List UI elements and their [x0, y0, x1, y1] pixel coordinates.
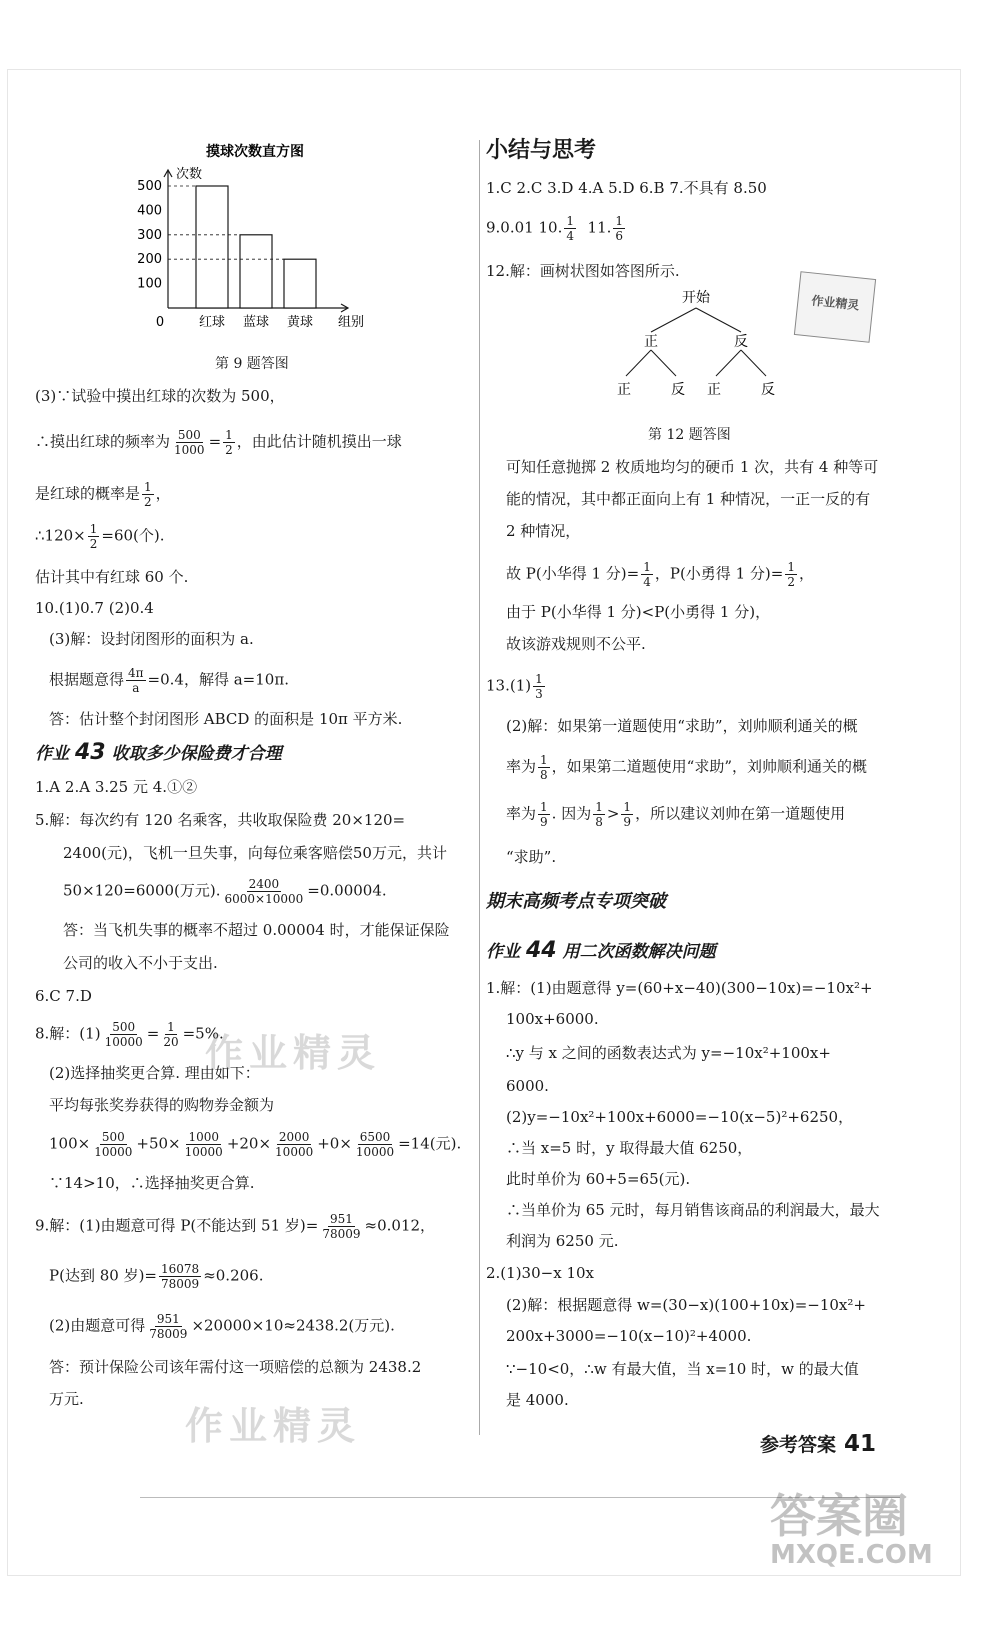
- answer-line: 答：当飞机失事的概率不超过 0.00004 时，才能保证保险: [63, 921, 450, 939]
- answer-line: 率为 $\frac{1}{8}$ ，如果第二道题使用“求助”，刘帅顺利通关的概: [506, 753, 867, 782]
- answer-line: 6000.: [506, 1077, 549, 1095]
- chart-title: 摸球次数直方图: [206, 144, 304, 160]
- histogram-chart: [130, 140, 390, 340]
- answer-line: (2)解：根据题意得 w=(30−x)(100+10x)=−10x²+: [506, 1296, 866, 1314]
- watermark: 作业精灵: [185, 1404, 362, 1448]
- answer-line: “求助”.: [506, 848, 557, 866]
- site-watermark: 答案圈 MXQE.COM: [770, 1489, 933, 1570]
- answer-line: 可知任意抛掷 2 枚质地均匀的硬币 1 次，共有 4 种等可: [506, 458, 879, 476]
- section-title-final: 期末高频考点专项突破: [486, 891, 666, 912]
- page-number: 41: [844, 1431, 877, 1457]
- answer-line: (2)y=−10x²+100x+6000=−10(x−5)²+6250，: [506, 1108, 854, 1126]
- tree-leaf: 正: [617, 382, 631, 398]
- answer-line: ∵14>10，∴选择抽奖更合算.: [49, 1174, 255, 1192]
- column-divider: [479, 140, 480, 1435]
- answer-line: (3)解：设封闭图形的面积为 a.: [49, 630, 254, 648]
- answer-line: 平均每张奖券获得的购物券金额为: [49, 1096, 275, 1114]
- answer-line: 由于 P(小华得 1 分)<P(小勇得 1 分)，: [506, 603, 771, 621]
- answer-line: ∴摸出红球的频率为 $\frac{500}{1000}$ = $\frac{1}{2}$ ，由此估计随机摸出一球: [35, 428, 402, 457]
- category-label: 红球: [198, 315, 226, 330]
- homework-44-heading: 作业 44 用二次函数解决问题: [486, 938, 716, 963]
- answer-line: 根据题意得 $\frac{4\pi}{a}$ =0.4，解得 a=10π.: [49, 666, 289, 695]
- watermark: 作业精灵: [205, 1031, 382, 1075]
- tree-diagram: [606, 288, 786, 408]
- answer-line: 100x+6000.: [506, 1010, 599, 1028]
- homework-43-heading: 作业 43 收取多少保险费才合理: [35, 740, 282, 765]
- origin-label: 0: [155, 315, 165, 330]
- tree-leaf: 反: [671, 382, 685, 398]
- answer-line: 答：估计整个封闭图形 ABCD 的面积是 10π 平方米.: [49, 710, 403, 728]
- answer-line: 5.解：每次约有 120 名乘客，共收取保险费 20×120=: [35, 811, 406, 829]
- answer-line: 1.A 2.A 3.25 元 4.①②: [35, 778, 198, 796]
- tree-leaf: 反: [761, 382, 775, 398]
- answer-line: 12.解：画树状图如答图所示.: [486, 262, 680, 280]
- answer-line: 100× $\frac{500}{10000}$ +50× $\frac{1000}{10000}$ +20× $\frac{2000}{10000}$ +0× $\frac{6500}{10000}$ =14(元).: [49, 1130, 462, 1159]
- answer-line: (2)解：如果第一道题使用“求助”，刘帅顺利通关的概: [506, 717, 858, 735]
- answer-line: (3)∵试验中摸出红球的次数为 500，: [35, 387, 285, 405]
- answer-line: 率为 $\frac{1}{9}$ . 因为 $\frac{1}{8}$ > $\frac{1}{9}$ ，所以建议刘帅在第一道题使用: [506, 800, 846, 829]
- page-footer: [760, 1430, 876, 1457]
- section-title-summary: 小结与思考: [486, 138, 597, 163]
- answer-line: 9.0.01 10. $\frac{1}{4}$ 11. $\frac{1}{6}$: [486, 214, 624, 243]
- answer-line: 故 P(小华得 1 分)= $\frac{1}{4}$ ，P(小勇得 1 分)= $\frac{1}{2}$ ，: [506, 560, 814, 589]
- histogram-bar: [196, 186, 228, 308]
- y-axis-label: 次数: [176, 167, 203, 182]
- homework-stamp: 作业精灵: [794, 271, 876, 343]
- answer-line: ∴120× $\frac{1}{2}$ =60(个).: [35, 522, 165, 551]
- answer-line: 是红球的概率是 $\frac{1}{2}$ ，: [35, 480, 171, 509]
- answer-line: 万元.: [49, 1390, 84, 1408]
- answer-line: 1.解：(1)由题意得 y=(60+x−40)(300−10x)=−10x²+: [486, 979, 873, 997]
- answer-line: 2400(元)，飞机一旦失事，向每位乘客赔偿50万元，共计: [63, 844, 447, 862]
- answer-line: 50×120=6000(万元). $\frac{2400}{6000\times 10000}$ =0.00004.: [63, 877, 387, 906]
- answer-line: ∴当 x=5 时，y 取得最大值 6250，: [506, 1139, 753, 1157]
- y-tick-label: 500: [137, 179, 162, 194]
- answer-line: 能的情况，其中都正面向上有 1 种情况，一正一反的有: [506, 490, 871, 508]
- histogram-bar: [240, 235, 272, 308]
- category-label: 蓝球: [242, 315, 270, 330]
- tree-node: 反: [734, 334, 748, 350]
- answer-line: ∴当单价为 65 元时，每月销售该商品的利润最大，最大: [506, 1201, 880, 1219]
- tree-root: 开始: [682, 290, 710, 306]
- answer-line: (2)由题意可得 $\frac{951}{78009}$ ×20000×10≈2438.2(万元).: [49, 1312, 395, 1341]
- answer-line: 公司的收入不小于支出.: [63, 954, 218, 972]
- answer-line: 估计其中有红球 60 个.: [35, 568, 189, 586]
- y-tick-label: 300: [137, 227, 162, 243]
- footer-label: 参考答案: [760, 1434, 837, 1456]
- answer-line: 9.解：(1)由题意可得 P(不能达到 51 岁)= $\frac{951}{78009}$ ≈0.012，: [35, 1212, 436, 1241]
- tree-node: 正: [644, 334, 658, 350]
- answer-line: 1.C 2.C 3.D 4.A 5.D 6.B 7.不具有 8.50: [486, 179, 767, 197]
- answer-line: 答：预计保险公司该年需付这一项赔偿的总额为 2438.2: [49, 1358, 422, 1376]
- answer-line: 2.(1)30−x 10x: [486, 1264, 594, 1282]
- tree-leaf: 正: [707, 382, 721, 398]
- answer-line: 8.解：(1) $\frac{500}{10000}$ = $\frac{1}{20}$ =5%.: [35, 1020, 224, 1049]
- answer-line: 13.(1) $\frac{1}{3}$: [486, 672, 543, 701]
- answer-line: 6.C 7.D: [35, 987, 92, 1005]
- answer-line: 此时单价为 60+5=65(元).: [506, 1170, 691, 1188]
- answer-line: 2 种情况，: [506, 522, 581, 540]
- answer-line: 200x+3000=−10(x−10)²+4000.: [506, 1327, 752, 1345]
- answer-line: 是 4000.: [506, 1391, 569, 1409]
- y-tick-label: 200: [137, 252, 162, 268]
- answer-line: 10.(1)0.7 (2)0.4: [35, 599, 154, 617]
- answer-line: P(达到 80 岁)= $\frac{16078}{78009}$ ≈0.206.: [49, 1262, 264, 1291]
- category-label: 黄球: [286, 315, 314, 330]
- histogram-bar: [284, 259, 316, 308]
- answer-line: 故该游戏规则不公平.: [506, 635, 646, 653]
- answer-line: (2)选择抽奖更合算. 理由如下：: [49, 1064, 260, 1082]
- y-tick-label: 400: [137, 203, 162, 219]
- answer-line: ∵−10<0，∴w 有最大值，当 x=10 时，w 的最大值: [506, 1360, 859, 1378]
- chart-caption: 第 9 题答图: [215, 356, 289, 372]
- x-axis-label: 组别: [338, 315, 365, 330]
- answer-line: ∴y 与 x 之间的函数表达式为 y=−10x²+100x+: [506, 1044, 831, 1062]
- tree-caption: 第 12 题答图: [648, 427, 731, 443]
- answer-line: 利润为 6250 元.: [506, 1232, 619, 1250]
- y-tick-label: 100: [137, 276, 162, 292]
